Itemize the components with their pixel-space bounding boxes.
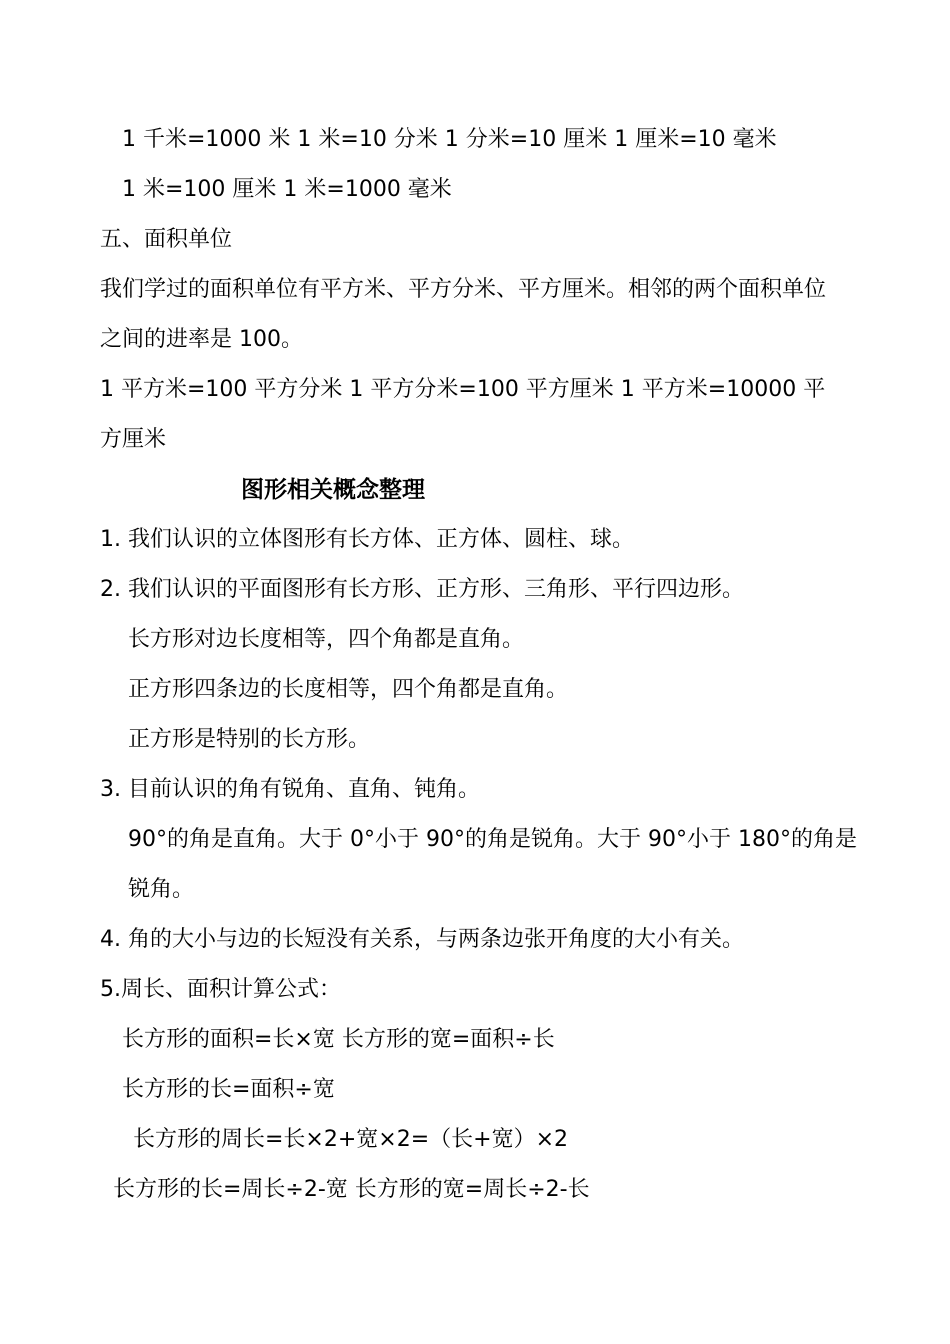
area-conversions-line-1: 1 平方米=100 平方分米 1 平方分米=100 平方厘米 1 平方米=10000 平 [100,377,826,402]
formula-line-3: 长方形的周长=长×2+宽×2=（长+宽）×2 [133,1127,569,1152]
length-units-line-2: 1 米=100 厘米 1 米=1000 毫米 [122,177,452,202]
list-item-1: 1. 我们认识的立体图形有长方体、正方体、圆柱、球。 [100,527,634,552]
section-heading-area-units: 五、面积单位 [100,227,233,252]
section-title-shapes: 图形相关概念整理 [241,477,425,503]
list-item-3-note-2: 锐角。 [128,877,195,902]
paragraph-area-units-2: 之间的进率是 100。 [100,327,303,352]
list-item-3-note-1: 90°的角是直角。大于 0°小于 90°的角是锐角。大于 90°小于 180°的角是 [128,827,857,852]
paragraph-area-units-1: 我们学过的面积单位有平方米、平方分米、平方厘米。相邻的两个面积单位 [100,277,827,302]
list-item-2-note-1: 长方形对边长度相等，四个角都是直角。 [128,627,525,652]
area-conversions-line-2: 方厘米 [100,427,167,452]
list-item-4: 4. 角的大小与边的长短没有关系，与两条边张开角度的大小有关。 [100,927,744,952]
list-item-2-note-3: 正方形是特别的长方形。 [128,727,371,752]
formula-line-4: 长方形的长=周长÷2-宽 长方形的宽=周长÷2-长 [113,1177,590,1202]
list-item-2: 2. 我们认识的平面图形有长方形、正方形、三角形、平行四边形。 [100,577,744,602]
list-item-3: 3. 目前认识的角有锐角、直角、钝角。 [100,777,480,802]
formula-line-2: 长方形的长=面积÷宽 [122,1077,335,1102]
list-item-5: 5.周长、面积计算公式： [100,977,341,1002]
length-units-line-1: 1 千米=1000 米 1 米=10 分米 1 分米=10 厘米 1 厘米=10 毫米 [122,127,777,152]
list-item-2-note-2: 正方形四条边的长度相等，四个角都是直角。 [128,677,569,702]
formula-line-1: 长方形的面积=长×宽 长方形的宽=面积÷长 [122,1027,555,1052]
